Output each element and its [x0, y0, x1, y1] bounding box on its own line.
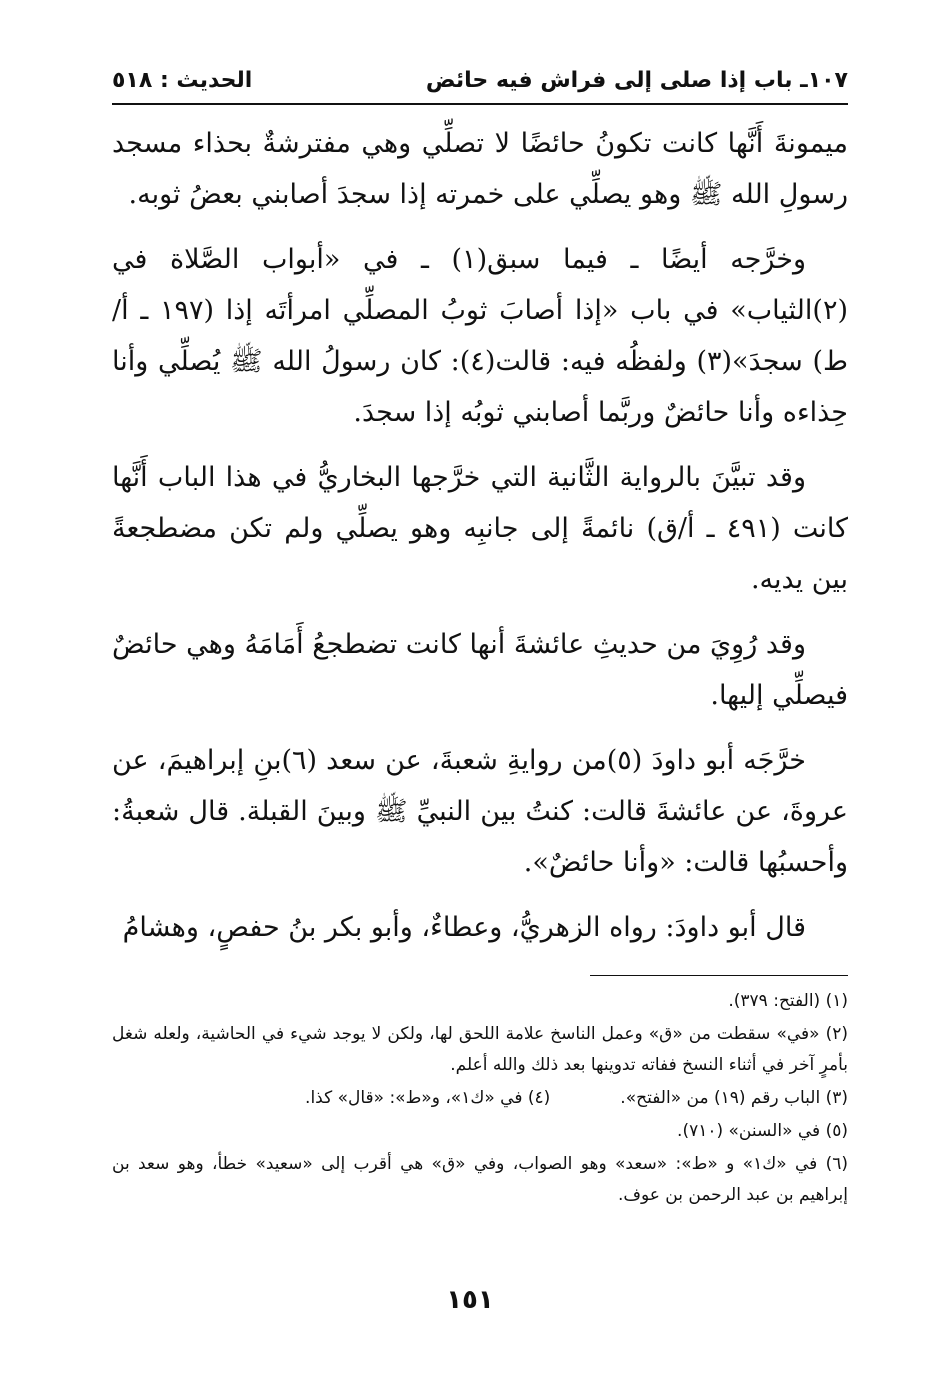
paragraph-1: ميمونةَ أَنَّها كانت تكونُ حائضًا لا تصلِّي وهي مفترشةٌ بحذاء مسجد رسولِ الله ﷺ وهو يصلِّي على خمرته إذا سجدَ أصابني بعضُ ثوبه. [112, 128, 848, 210]
paragraph-5: خرَّجَه أبو داودَ (٥)من روايةِ شعبةَ، عن سعد (٦)بنِ إبراهيمَ، عن عروةَ، عن عائشةَ قالت: كنتُ بين النبيِّ ﷺ وبينَ القبلة. قال شعبةُ: وأحسبُها قالت: «وأنا حائضٌ». [112, 745, 848, 878]
footnote-5: (٥) في «السنن» (٧١٠). [677, 1121, 848, 1141]
main-text [112, 118, 848, 967]
running-header [112, 62, 848, 102]
paragraph-6: قال أبو داودَ: رواه الزهريُّ، وعطاءٌ، وأبو بكر بنُ حفصٍ، وهشامُ [122, 912, 806, 943]
chapter-title: ١٠٧ـ باب إذا صلى إلى فراش فيه حائض [425, 68, 848, 93]
footnote-6: (٦) في «ك١» و «ط»: «سعد» وهو الصواب، وفي «ق» هي أقرب إلى «سعيد» خطأ، وهو سعد بن إبراهيم بن عبد الرحمن بن عوف. [112, 1154, 849, 1205]
paragraph-3: وقد تبيَّنَ بالرواية الثَّانية التي خرَّجها البخاريُّ في هذا الباب أَنَّها كانت (٤٩١ ـ أ/ق) نائمةً إلى جانبِه وهو يصلِّي ولم تكن مضطجعةً بين يديه. [112, 462, 848, 595]
hadith-number: الحديث : ٥١٨ [112, 68, 253, 93]
paragraph-2: وخرَّجه أيضًا ـ فيما سبق(١) ـ في «أبواب الصَّلاة في (٢)الثياب» في باب «إذا أصابَ ثوبُ المصلِّي امرأتَه إذا (١٩٧ ـ أ/ط) سجدَ»(٣) ولفظُه فيه: قالت(٤): كان رسولُ الله ﷺ يُصلِّي وأنا حِذاءه وأنا حائضٌ وربَّما أصابني ثوبُه إذا سجدَ. [112, 244, 848, 428]
footnote-2: (٢) «في» سقطت من «ق» وعمل الناسخ علامة اللحق لها، ولكن لا يوجد شيء في الحاشية، ولعله شغل بأمرٍ آخر في أثناء النسخ ففاته تدوينها بعد ذلك والله أعلم. [112, 1024, 848, 1075]
footnote-3: (٣) الباب رقم (١٩) من «الفتح». [620, 1088, 848, 1108]
footnote-4: (٤) في «ك١»، و«ط»: «قال» كذا. [305, 1088, 551, 1108]
paragraph-4: وقد رُوِيَ من حديثِ عائشةَ أنها كانت تضطجعُ أَمَامَهُ وهي حائضٌ فيصلِّي إليها. [112, 629, 848, 711]
footnote-divider [590, 975, 848, 976]
page-number: ١٥١ [446, 1285, 494, 1315]
footnote-row-3-4 [112, 1083, 848, 1114]
footnote-1: (١) (الفتح: ٣٧٩). [728, 991, 848, 1011]
header-divider [112, 103, 848, 105]
footnotes [112, 986, 848, 1213]
